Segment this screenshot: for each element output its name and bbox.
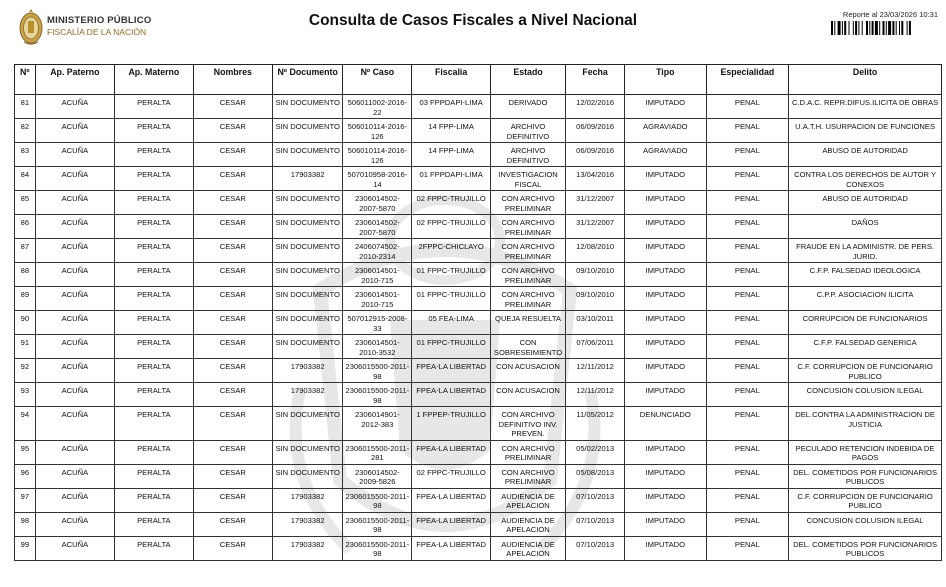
cell-delito: DEL. COMETIDOS POR FUNCIONARIOS PUBLICOS [789, 536, 942, 560]
report-date: Reporte al 23/03/2026 10:31 [842, 10, 938, 19]
col-header-especialidad: Especialidad [706, 65, 789, 95]
cell-nombres: CESAR [193, 311, 272, 335]
cell-documento: SIN DOCUMENTO [273, 239, 343, 263]
cell-ap-materno: PERALTA [115, 119, 193, 143]
cell-estado: CON ARCHIVO PRELIMINAR [490, 215, 565, 239]
cell-fecha: 07/06/2011 [566, 335, 625, 359]
cell-ap-paterno: ACUÑA [35, 191, 114, 215]
cell-fecha: 07/10/2013 [566, 512, 625, 536]
cell-documento: 17903382 [273, 383, 343, 407]
cell-nombres: CESAR [193, 464, 272, 488]
cell-tipo: IMPUTADO [625, 263, 707, 287]
cell-delito: DEL.CONTRA LA ADMINISTRACION DE JUSTICIA [789, 407, 942, 441]
cell-fecha: 06/09/2016 [566, 119, 625, 143]
cell-delito: C.F.P. FALSEDAD IDEOLOGICA [789, 263, 942, 287]
cell-estado: CON ARCHIVO PRELIMINAR [490, 440, 565, 464]
cell-numero: 83 [15, 143, 36, 167]
cell-fecha: 12/08/2010 [566, 239, 625, 263]
cell-ap-paterno: ACUÑA [35, 263, 114, 287]
cell-fiscalia: 14 FPP-LIMA [412, 119, 490, 143]
cell-fiscalia: 14 FPP-LIMA [412, 143, 490, 167]
cell-delito: ABUSO DE AUTORIDAD [789, 143, 942, 167]
cell-tipo: IMPUTADO [625, 95, 707, 119]
cell-tipo: AGRAVIADO [625, 119, 707, 143]
table-row [15, 383, 942, 407]
cell-documento: 17903382 [273, 512, 343, 536]
cell-ap-materno: PERALTA [115, 359, 193, 383]
cell-fiscalia: FPEA-LA LIBERTAD [412, 359, 490, 383]
cell-documento: SIN DOCUMENTO [273, 407, 343, 441]
cell-fiscalia: 02 FPPC-TRUJILLO [412, 191, 490, 215]
cell-numero: 82 [15, 119, 36, 143]
cell-estado: CON ARCHIVO PRELIMINAR [490, 239, 565, 263]
cell-tipo: IMPUTADO [625, 464, 707, 488]
cell-fiscalia: 01 FPPC-TRUJILLO [412, 263, 490, 287]
cell-fiscalia: 01 FPPC-TRUJILLO [412, 287, 490, 311]
cell-fiscalia: FPEA-LA LIBERTAD [412, 440, 490, 464]
cell-documento: SIN DOCUMENTO [273, 191, 343, 215]
org-title: MINISTERIO PÚBLICO [47, 15, 152, 26]
cell-caso: 2306015500-2011-98 [343, 512, 412, 536]
cell-nombres: CESAR [193, 488, 272, 512]
table-row [15, 311, 942, 335]
table-row [15, 119, 942, 143]
cell-ap-paterno: ACUÑA [35, 311, 114, 335]
cell-tipo: IMPUTADO [625, 215, 707, 239]
table-row [15, 95, 942, 119]
cell-numero: 91 [15, 335, 36, 359]
cell-ap-paterno: ACUÑA [35, 536, 114, 560]
cell-ap-materno: PERALTA [115, 440, 193, 464]
cell-estado: QUEJA RESUELTA [490, 311, 565, 335]
table-header-row [15, 65, 942, 95]
cell-delito: CONTRA LOS DERECHOS DE AUTOR Y CONEXOS [789, 167, 942, 191]
cell-especialidad: PENAL [706, 335, 789, 359]
cell-ap-paterno: ACUÑA [35, 488, 114, 512]
cell-ap-paterno: ACUÑA [35, 167, 114, 191]
cell-especialidad: PENAL [706, 464, 789, 488]
cell-numero: 97 [15, 488, 36, 512]
cell-fiscalia: 02 FPPC-TRUJILLO [412, 215, 490, 239]
cell-tipo: DENUNCIADO [625, 407, 707, 441]
cell-nombres: CESAR [193, 95, 272, 119]
cell-especialidad: PENAL [706, 383, 789, 407]
cell-caso: 2306014502-2007-5870 [343, 191, 412, 215]
cell-fiscalia: FPEA-LA LIBERTAD [412, 536, 490, 560]
cell-ap-paterno: ACUÑA [35, 215, 114, 239]
cell-tipo: IMPUTADO [625, 335, 707, 359]
cell-caso: 2306015500-2011-98 [343, 383, 412, 407]
cell-ap-materno: PERALTA [115, 383, 193, 407]
cell-estado: INVESTIGACION FISCAL [490, 167, 565, 191]
cell-nombres: CESAR [193, 512, 272, 536]
cell-tipo: IMPUTADO [625, 191, 707, 215]
cell-numero: 94 [15, 407, 36, 441]
cell-especialidad: PENAL [706, 488, 789, 512]
cell-fiscalia: 05 FEA-LIMA [412, 311, 490, 335]
cell-ap-materno: PERALTA [115, 488, 193, 512]
table-row [15, 239, 942, 263]
cell-caso: 2306014901-2012-383 [343, 407, 412, 441]
cell-ap-paterno: ACUÑA [35, 119, 114, 143]
cell-delito: DAÑOS [789, 215, 942, 239]
cell-estado: CON ARCHIVO PRELIMINAR [490, 263, 565, 287]
col-header-ap-paterno: Ap. Paterno [35, 65, 114, 95]
cell-especialidad: PENAL [706, 440, 789, 464]
cell-fecha: 12/11/2012 [566, 359, 625, 383]
cell-tipo: IMPUTADO [625, 536, 707, 560]
cell-fecha: 05/08/2013 [566, 464, 625, 488]
cell-estado: CON ARCHIVO PRELIMINAR [490, 191, 565, 215]
cell-documento: SIN DOCUMENTO [273, 287, 343, 311]
cell-caso: 2306014501-2010-715 [343, 287, 412, 311]
cell-caso: 507012915-2008-33 [343, 311, 412, 335]
cell-estado: AUDIENCIA DE APELACION [490, 512, 565, 536]
cell-nombres: CESAR [193, 536, 272, 560]
cell-estado: CON ARCHIVO PRELIMINAR [490, 464, 565, 488]
cell-caso: 2306015500-2011-98 [343, 359, 412, 383]
cell-fecha: 31/12/2007 [566, 215, 625, 239]
col-header-estado: Estado [490, 65, 565, 95]
cell-documento: SIN DOCUMENTO [273, 143, 343, 167]
table-row [15, 464, 942, 488]
cell-especialidad: PENAL [706, 536, 789, 560]
cell-delito: C.D.A.C. REPR.DIFUS.ILICITA DE OBRAS [789, 95, 942, 119]
cell-tipo: IMPUTADO [625, 488, 707, 512]
cell-ap-paterno: ACUÑA [35, 143, 114, 167]
cell-documento: 17903382 [273, 359, 343, 383]
cell-tipo: IMPUTADO [625, 383, 707, 407]
cell-nombres: CESAR [193, 167, 272, 191]
cell-fiscalia: 1 FPPEP-TRUJILLO [412, 407, 490, 441]
cell-especialidad: PENAL [706, 191, 789, 215]
cell-caso: 2306014502-2007-5870 [343, 215, 412, 239]
cases-table [14, 64, 942, 561]
cell-fecha: 09/10/2010 [566, 263, 625, 287]
cell-fecha: 31/12/2007 [566, 191, 625, 215]
cell-delito: DEL. COMETIDOS POR FUNCIONARIOS PUBLICOS [789, 464, 942, 488]
cell-ap-materno: PERALTA [115, 287, 193, 311]
table-row [15, 167, 942, 191]
cell-especialidad: PENAL [706, 311, 789, 335]
cell-ap-materno: PERALTA [115, 215, 193, 239]
cell-ap-paterno: ACUÑA [35, 440, 114, 464]
cell-ap-paterno: ACUÑA [35, 335, 114, 359]
cell-tipo: IMPUTADO [625, 311, 707, 335]
cell-tipo: IMPUTADO [625, 287, 707, 311]
cell-estado: DERIVADO [490, 95, 565, 119]
cell-tipo: AGRAVIADO [625, 143, 707, 167]
cell-ap-materno: PERALTA [115, 335, 193, 359]
cell-ap-materno: PERALTA [115, 512, 193, 536]
cell-estado: AUDIENCIA DE APELACION [490, 536, 565, 560]
cell-delito: U.A.T.H. USURPACION DE FUNCIONES [789, 119, 942, 143]
cell-nombres: CESAR [193, 407, 272, 441]
cell-delito: CORRUPCION DE FUNCIONARIOS [789, 311, 942, 335]
cell-nombres: CESAR [193, 215, 272, 239]
cell-delito: ABUSO DE AUTORIDAD [789, 191, 942, 215]
cell-documento: SIN DOCUMENTO [273, 119, 343, 143]
cell-fiscalia: FPEA-LA LIBERTAD [412, 512, 490, 536]
cell-caso: 2306015500-2011-98 [343, 536, 412, 560]
table-row [15, 335, 942, 359]
cell-delito: C.F. CORRUPCION DE FUNCIONARIO PUBLICO [789, 359, 942, 383]
cell-numero: 92 [15, 359, 36, 383]
cell-caso: 506010114-2016-126 [343, 143, 412, 167]
cell-numero: 98 [15, 512, 36, 536]
cell-nombres: CESAR [193, 287, 272, 311]
table-row [15, 191, 942, 215]
cell-especialidad: PENAL [706, 143, 789, 167]
cell-ap-materno: PERALTA [115, 167, 193, 191]
cell-tipo: IMPUTADO [625, 167, 707, 191]
cell-estado: CON ARCHIVO PRELIMINAR [490, 287, 565, 311]
table-row [15, 440, 942, 464]
cell-delito: CONCUSION COLUSION ILEGAL [789, 512, 942, 536]
cell-especialidad: PENAL [706, 119, 789, 143]
cell-fiscalia: FPEA-LA LIBERTAD [412, 383, 490, 407]
cell-documento: 17903382 [273, 167, 343, 191]
cell-delito: PECULADO RETENCION INDEBIDA DE PAGOS [789, 440, 942, 464]
cell-documento: SIN DOCUMENTO [273, 440, 343, 464]
cell-delito: C.P.P. ASOCIACION ILICITA [789, 287, 942, 311]
cell-fiscalia: 2FPPC-CHICLAYO [412, 239, 490, 263]
cell-tipo: IMPUTADO [625, 512, 707, 536]
cell-nombres: CESAR [193, 143, 272, 167]
cell-fecha: 05/02/2013 [566, 440, 625, 464]
cell-ap-paterno: ACUÑA [35, 383, 114, 407]
barcode-icon [831, 21, 939, 35]
cell-caso: 2306014502-2009-5826 [343, 464, 412, 488]
cell-especialidad: PENAL [706, 512, 789, 536]
report-header [0, 0, 946, 62]
cell-ap-materno: PERALTA [115, 143, 193, 167]
cell-numero: 96 [15, 464, 36, 488]
cell-numero: 86 [15, 215, 36, 239]
cell-fecha: 12/02/2016 [566, 95, 625, 119]
cell-numero: 84 [15, 167, 36, 191]
table-row [15, 407, 942, 441]
cell-fiscalia: 01 FPPC-TRUJILLO [412, 335, 490, 359]
cell-fiscalia: 03 FPPDAPI-LIMA [412, 95, 490, 119]
cell-especialidad: PENAL [706, 167, 789, 191]
cell-documento: SIN DOCUMENTO [273, 215, 343, 239]
cell-ap-paterno: ACUÑA [35, 359, 114, 383]
cell-caso: 506010114-2016-126 [343, 119, 412, 143]
cell-ap-paterno: ACUÑA [35, 407, 114, 441]
cell-estado: ARCHIVO DEFINITIVO [490, 119, 565, 143]
cell-ap-materno: PERALTA [115, 191, 193, 215]
cell-numero: 95 [15, 440, 36, 464]
cell-documento: SIN DOCUMENTO [273, 335, 343, 359]
cell-fiscalia: 01 FPPDAPI-LIMA [412, 167, 490, 191]
cell-fecha: 03/10/2011 [566, 311, 625, 335]
cell-caso: 2306015500-2011-98 [343, 488, 412, 512]
cell-numero: 81 [15, 95, 36, 119]
cell-ap-paterno: ACUÑA [35, 95, 114, 119]
cell-fecha: 06/09/2016 [566, 143, 625, 167]
cell-tipo: IMPUTADO [625, 440, 707, 464]
cell-caso: 507010958-2016-14 [343, 167, 412, 191]
cell-especialidad: PENAL [706, 239, 789, 263]
cell-ap-materno: PERALTA [115, 311, 193, 335]
cell-numero: 93 [15, 383, 36, 407]
col-header-ap-materno: Ap. Materno [115, 65, 193, 95]
cell-fecha: 07/10/2013 [566, 536, 625, 560]
col-header-caso: Nº Caso [343, 65, 412, 95]
cell-estado: CON ACUSACION [490, 359, 565, 383]
cell-documento: SIN DOCUMENTO [273, 95, 343, 119]
cell-caso: 506011002-2016-22 [343, 95, 412, 119]
cell-ap-materno: PERALTA [115, 263, 193, 287]
cell-estado: CON ACUSACION [490, 383, 565, 407]
cell-caso: 2406074502-2010-2314 [343, 239, 412, 263]
cell-ap-materno: PERALTA [115, 407, 193, 441]
cell-especialidad: PENAL [706, 359, 789, 383]
cell-caso: 2306015500-2011-281 [343, 440, 412, 464]
cell-numero: 89 [15, 287, 36, 311]
cell-documento: SIN DOCUMENTO [273, 464, 343, 488]
cell-numero: 90 [15, 311, 36, 335]
cell-nombres: CESAR [193, 440, 272, 464]
col-header-fiscalia: Fiscalia [412, 65, 490, 95]
cell-ap-materno: PERALTA [115, 536, 193, 560]
cell-ap-paterno: ACUÑA [35, 239, 114, 263]
cell-delito: FRAUDE EN LA ADMINISTR. DE PERS. JURID. [789, 239, 942, 263]
cell-fiscalia: FPEA-LA LIBERTAD [412, 488, 490, 512]
cell-nombres: CESAR [193, 335, 272, 359]
cell-numero: 85 [15, 191, 36, 215]
page-title: Consulta de Casos Fiscales a Nivel Nacional [308, 12, 638, 29]
cell-caso: 2306014501-2010-715 [343, 263, 412, 287]
col-header-numero: Nº [15, 65, 36, 95]
table-row [15, 263, 942, 287]
cell-fiscalia: 02 FPPC-TRUJILLO [412, 464, 490, 488]
cell-tipo: IMPUTADO [625, 359, 707, 383]
cell-fecha: 07/10/2013 [566, 488, 625, 512]
col-header-nombres: Nombres [193, 65, 272, 95]
cell-fecha: 12/11/2012 [566, 383, 625, 407]
cell-nombres: CESAR [193, 263, 272, 287]
cell-nombres: CESAR [193, 359, 272, 383]
cell-especialidad: PENAL [706, 287, 789, 311]
cell-fecha: 09/10/2010 [566, 287, 625, 311]
cell-ap-materno: PERALTA [115, 239, 193, 263]
table-row [15, 215, 942, 239]
cell-especialidad: PENAL [706, 407, 789, 441]
table-row [15, 359, 942, 383]
col-header-documento: Nº Documento [273, 65, 343, 95]
cell-ap-materno: PERALTA [115, 95, 193, 119]
cell-numero: 87 [15, 239, 36, 263]
cell-nombres: CESAR [193, 119, 272, 143]
cell-ap-paterno: ACUÑA [35, 464, 114, 488]
cell-fecha: 13/04/2016 [566, 167, 625, 191]
cell-estado: CON SOBRESEIMIENTO [490, 335, 565, 359]
cell-nombres: CESAR [193, 383, 272, 407]
cell-delito: C.F.P. FALSEDAD GENERICA [789, 335, 942, 359]
cell-documento: 17903382 [273, 536, 343, 560]
col-header-delito: Delito [789, 65, 942, 95]
table-row [15, 512, 942, 536]
col-header-tipo: Tipo [625, 65, 707, 95]
cell-numero: 88 [15, 263, 36, 287]
cell-estado: ARCHIVO DEFINITIVO [490, 143, 565, 167]
cell-numero: 99 [15, 536, 36, 560]
cell-documento: SIN DOCUMENTO [273, 263, 343, 287]
col-header-fecha: Fecha [566, 65, 625, 95]
cell-ap-paterno: ACUÑA [35, 287, 114, 311]
org-subtitle: FISCALÍA DE LA NACIÓN [47, 27, 147, 37]
table-row [15, 143, 942, 167]
cell-estado: AUDIENCIA DE APELACION [490, 488, 565, 512]
cell-estado: CON ARCHIVO DEFINITIVO INV. PREVEN. [490, 407, 565, 441]
table-row [15, 287, 942, 311]
cell-caso: 2306014501-2010-3532 [343, 335, 412, 359]
cell-nombres: CESAR [193, 239, 272, 263]
cell-nombres: CESAR [193, 191, 272, 215]
cell-delito: CONCUSION COLUSION ILEGAL [789, 383, 942, 407]
cell-fecha: 11/05/2012 [566, 407, 625, 441]
cell-ap-paterno: ACUÑA [35, 512, 114, 536]
cell-documento: 17903382 [273, 488, 343, 512]
cell-tipo: IMPUTADO [625, 239, 707, 263]
cell-especialidad: PENAL [706, 215, 789, 239]
cell-documento: SIN DOCUMENTO [273, 311, 343, 335]
cell-especialidad: PENAL [706, 263, 789, 287]
cell-delito: C.F. CORRUPCION DE FUNCIONARIO PUBLICO [789, 488, 942, 512]
table-row [15, 536, 942, 560]
cell-ap-materno: PERALTA [115, 464, 193, 488]
cell-especialidad: PENAL [706, 95, 789, 119]
table-row [15, 488, 942, 512]
